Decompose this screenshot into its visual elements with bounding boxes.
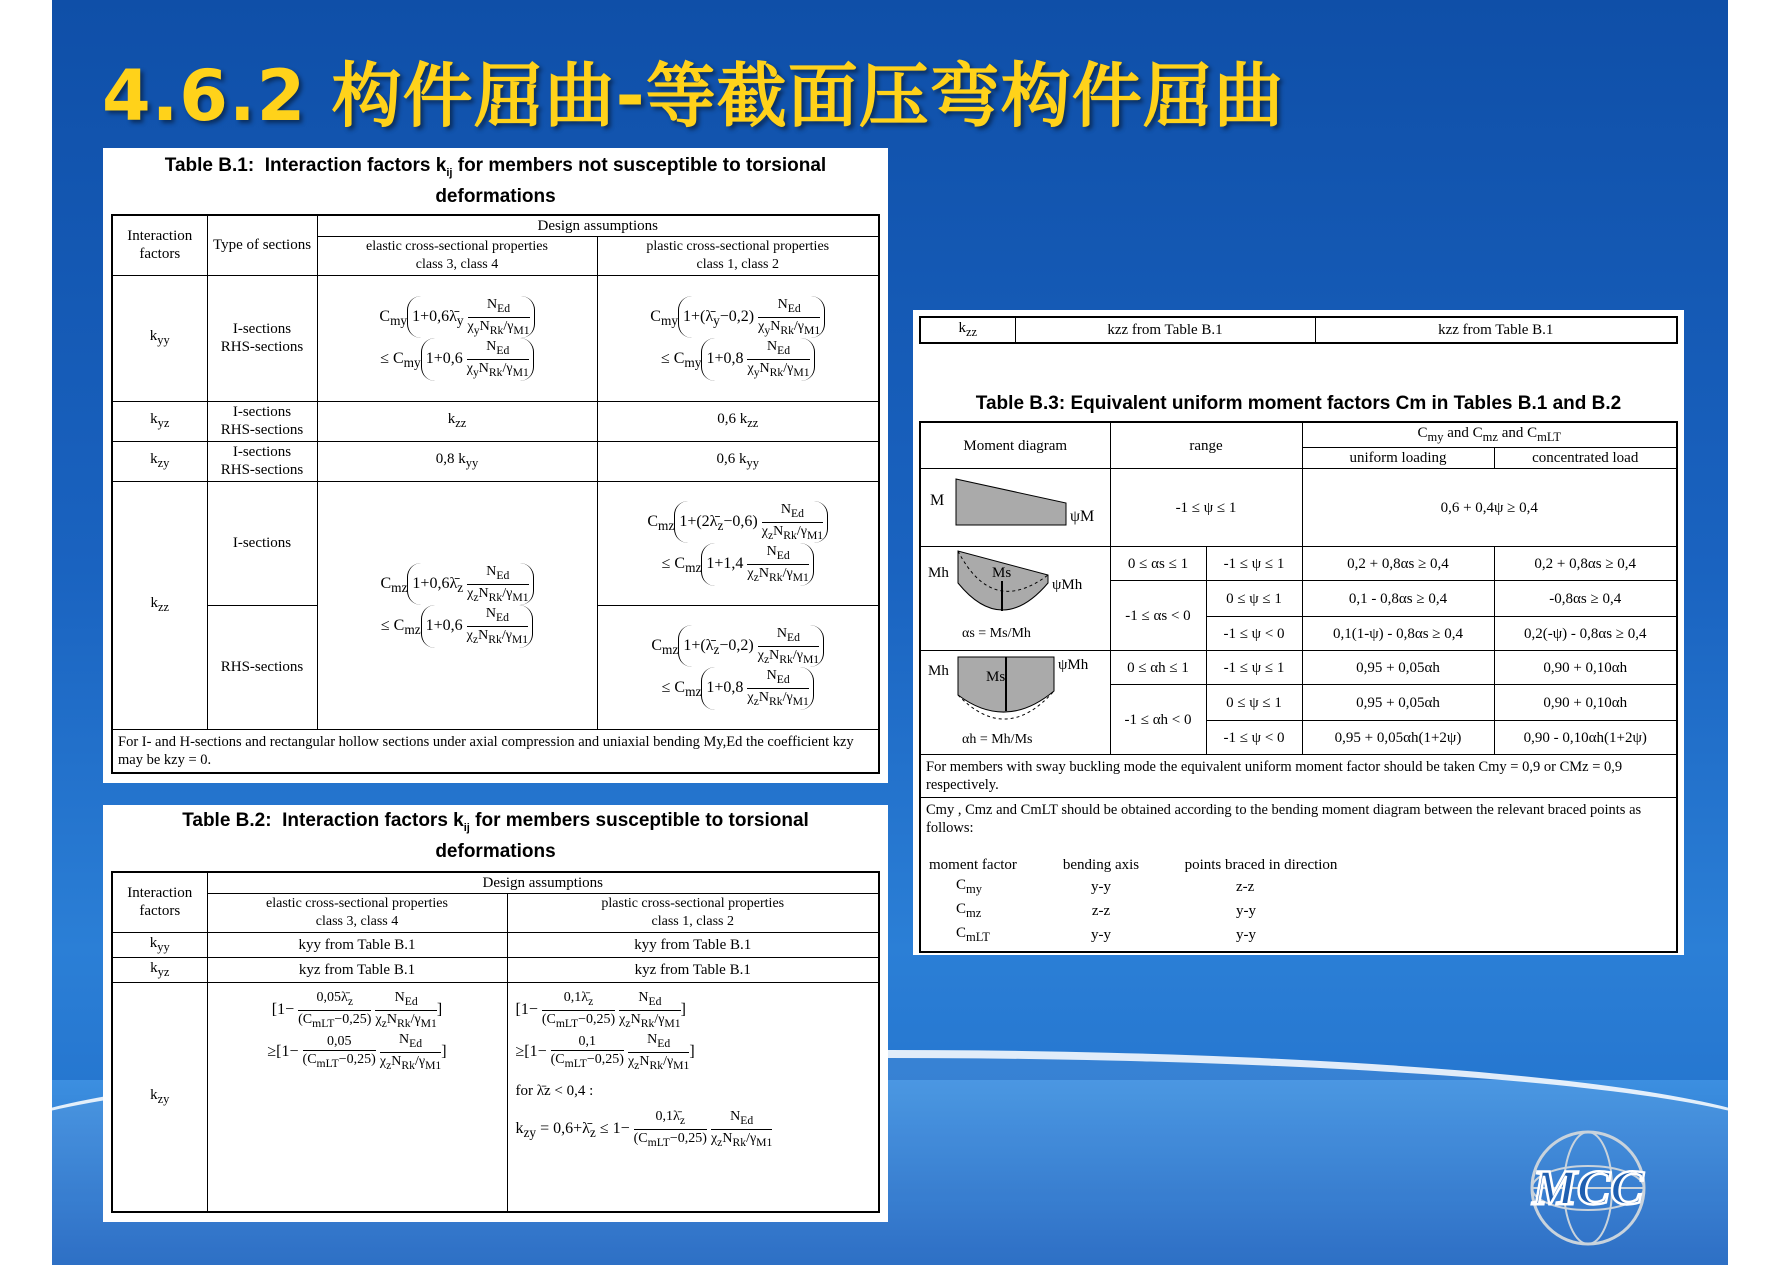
svg-text:Mh: Mh xyxy=(928,663,950,679)
mcc-logo xyxy=(1508,1128,1668,1248)
row-kzz-elastic: $C_{mz}$ $1+0,6\lambdā_z$ $N_{Ed}$ $\chi_zN_{Rk}/\gamma_{M1}$ ≤ $C_{mz}$ 1+0,6 $N_{Ed}$ $\chi_zN_{Rk}/\gamma_{M1}$ xyxy=(317,481,597,729)
b3-row3-concentrated: -0,8αs ≥ 0,4 xyxy=(1494,581,1677,617)
table-b3-panel xyxy=(913,310,1684,955)
table-b3 xyxy=(919,421,1678,953)
b3-th-uniform: uniform loading xyxy=(1302,448,1494,469)
row-kyz-elastic: $k_{zz}$ xyxy=(317,401,597,441)
b2-row-kyy-elastic: kyy from Table B.1 xyxy=(207,932,507,957)
b3-top-factor: $k_{zz}$ xyxy=(920,317,1015,343)
b2-row-kyz-elastic: kyz from Table B.1 xyxy=(207,957,507,982)
logo-text: MCC xyxy=(1532,1159,1644,1215)
table-b2-panel xyxy=(103,805,888,1222)
table-b1-note: For I- and H-sections and rectangular hollow sections under axial compression and uniaxial bending My,Ed the coefficient kzy may be kzy = 0. xyxy=(112,729,879,773)
svg-text:ψM: ψM xyxy=(1070,508,1095,525)
row-kzz-plastic-rhs: $C_{mz}$ $1+(\lambdā_z-0,2)$ $N_{Ed}$ $\chi_zN_{Rk}/\gamma_{M1}$ ≤ $C_{mz}$ 1+0,8 $N_{Ed}$ $\chi_zN_{Rk}/\gamma_{M1}$ xyxy=(597,605,879,729)
b3-row5-uniform: 0,95 + 0,05αh xyxy=(1302,651,1494,685)
row-kzz-type-i: I-sections xyxy=(207,481,317,605)
b3-row5-concentrated: 0,90 + 0,10αh xyxy=(1494,651,1677,685)
b3-row3-alpha: -1 ≤ αs < 0 xyxy=(1110,581,1206,651)
b3-note-braced xyxy=(920,798,1677,953)
braced-r2-factor: $C_{mz}$ xyxy=(956,901,982,920)
b3-th-cm: $C_{my}$ and $C_{mz}$ and $C_{mLT}$ xyxy=(1302,422,1677,448)
th-type-of-sections: Type of sections xyxy=(207,215,317,276)
braced-r3-axis: y-y xyxy=(1091,927,1111,943)
b2-th-design-assumptions: Design assumptions xyxy=(207,872,879,894)
b3-diagram-linear xyxy=(920,469,1110,547)
row-kyy-factor: $k_{yy}$ xyxy=(112,275,207,401)
svg-text:ψMh: ψMh xyxy=(1058,657,1089,673)
b2-row-kzy-factor: $k_{zy}$ xyxy=(112,982,207,1212)
b2-row-kyz-factor: $k_{yz}$ xyxy=(112,957,207,982)
parabolic-moment-diagram-s xyxy=(922,547,1108,645)
b3-diagram-parabolic-s xyxy=(920,547,1110,651)
braced-h1: moment factor xyxy=(929,857,1017,873)
b3-row1-range: -1 ≤ ψ ≤ 1 xyxy=(1110,469,1302,547)
table-b2 xyxy=(111,871,880,1214)
svg-text:αh = Mh/Ms: αh = Mh/Ms xyxy=(962,732,1033,747)
row-kzz-factor: $k_{zz}$ xyxy=(112,481,207,729)
b2-th-interaction-factors: Interaction factors xyxy=(112,872,207,933)
b3-row3-psi: 0 ≤ ψ ≤ 1 xyxy=(1206,581,1302,617)
braced-r3-factor: $C_{mLT}$ xyxy=(956,925,990,944)
b3-braced-table xyxy=(926,855,1366,947)
b3-row2-uniform: 0,2 + 0,8αs ≥ 0,4 xyxy=(1302,547,1494,581)
b3-row6-uniform: 0,95 + 0,05αh xyxy=(1302,685,1494,721)
th-plastic: plastic cross-sectional properties class 1, class 2 xyxy=(597,236,879,275)
b3-row4-concentrated: 0,2(-ψ) - 0,8αs ≥ 0,4 xyxy=(1494,617,1677,651)
braced-r1-dir: z-z xyxy=(1236,879,1255,895)
b3-row2-psi: -1 ≤ ψ ≤ 1 xyxy=(1206,547,1302,581)
b3-row6-psi: 0 ≤ ψ ≤ 1 xyxy=(1206,685,1302,721)
braced-h3: points braced in direction xyxy=(1184,857,1338,873)
b2-kzy-condition: for λ̄z < 0,4 : xyxy=(515,1082,594,1099)
b3-note-sway: For members with sway buckling mode the equivalent uniform moment factor should be taken Cmy = 0,9 or CMz = 0,9 respectively. xyxy=(920,755,1677,798)
b3-row5-psi: -1 ≤ ψ ≤ 1 xyxy=(1206,651,1302,685)
braced-r1-axis: y-y xyxy=(1091,879,1111,895)
table-b1-title: Table B.1: Interaction factors $k_{ij}$ for members not susceptible to torsional deformations xyxy=(164,155,827,207)
b2-row-kzy-elastic: [1− $0,05\lambdā_z$ $(C_{mLT}-0,25)$ $N_{Ed}$ $\chi_zN_{Rk}/\gamma_{M1}$ ] ≥[1− 0,05 $(C_{mLT}-0,25)$ $N_{Ed}$ $\chi_zN_{Rk}/\gamma_{M1}$ ] xyxy=(207,982,507,1212)
b3-row7-psi: -1 ≤ ψ < 0 xyxy=(1206,721,1302,755)
th-elastic: elastic cross-sectional properties class 3, class 4 xyxy=(317,236,597,275)
b3-row4-uniform: 0,1(1-ψ) - 0,8αs ≥ 0,4 xyxy=(1302,617,1494,651)
row-kzy-plastic: 0,6 $k_{yy}$ xyxy=(597,441,879,481)
b2-row-kzy-plastic: [1− $0,1\lambdā_z$ $(C_{mLT}-0,25)$ $N_{Ed}$ $\chi_zN_{Rk}/\gamma_{M1}$ ] ≥[1− 0,1 $(C_{mLT}-0,25)$ $N_{Ed}$ $\chi_zN_{Rk}/\gamma_{M1}$ ] for λ̄z < 0,4 : $k_{zy}$ = $0,6+\lambdā_z \le 1-$ $0,1\lambdā_z$ $(C_{mLT}-0,25)$ $N_{Ed}$ $\chi_zN_{Rk}/\gamma_{M1}$ xyxy=(507,982,879,1212)
braced-h2: bending axis xyxy=(1062,857,1140,873)
table-b1 xyxy=(111,214,880,774)
row-kyz-type: I-sections RHS-sections xyxy=(207,401,317,441)
b2-row-kyz-plastic: kyz from Table B.1 xyxy=(507,957,879,982)
svg-text:Ms: Ms xyxy=(986,669,1006,685)
braced-r2-dir: y-y xyxy=(1236,903,1256,919)
b3-note-braced-text: Cmy , Cmz and CmLT should be obtained according to the bending moment diagram between the relevant braced points as follows: xyxy=(926,802,1642,836)
svg-text:αs = Ms/Mh: αs = Ms/Mh xyxy=(962,626,1032,641)
row-kyy-type: I-sections RHS-sections xyxy=(207,275,317,401)
b2-th-plastic: plastic cross-sectional properties class 1, class 2 xyxy=(507,893,879,932)
b3-row2-alpha: 0 ≤ αs ≤ 1 xyxy=(1110,547,1206,581)
svg-text:Mh: Mh xyxy=(928,565,950,581)
row-kyz-factor: $k_{yz}$ xyxy=(112,401,207,441)
th-design-assumptions: Design assumptions xyxy=(317,215,879,237)
b3-th-moment-diagram: Moment diagram xyxy=(920,422,1110,469)
b3-th-range: range xyxy=(1110,422,1302,469)
th-interaction-factors: Interaction factors xyxy=(112,215,207,276)
table-b3-title: Table B.3: Equivalent uniform moment factors Cm in Tables B.1 and B.2 xyxy=(975,393,1622,414)
b3-row7-uniform: 0,95 + 0,05αh(1+2ψ) xyxy=(1302,721,1494,755)
linear-moment-diagram xyxy=(922,469,1108,541)
b3-top-plastic: kzz from Table B.1 xyxy=(1315,317,1677,343)
braced-r2-axis: z-z xyxy=(1091,903,1111,919)
b3-row1-value: 0,6 + 0,4ψ ≥ 0,4 xyxy=(1302,469,1677,547)
row-kzy-type: I-sections RHS-sections xyxy=(207,441,317,481)
b3-top-elastic: kzz from Table B.1 xyxy=(1015,317,1315,343)
b3-row6-concentrated: 0,90 + 0,10αh xyxy=(1494,685,1677,721)
table-b2-title: Table B.2: Interaction factors $k_{ij}$ for members susceptible to torsional deformations xyxy=(182,810,809,862)
b3-row2-concentrated: 0,2 + 0,8αs ≥ 0,4 xyxy=(1494,547,1677,581)
table-b2-continuation xyxy=(919,316,1678,344)
row-kzz-type-rhs: RHS-sections xyxy=(207,605,317,729)
b3-row6-alpha: -1 ≤ αh < 0 xyxy=(1110,685,1206,755)
svg-text:Ms: Ms xyxy=(992,565,1012,581)
b2-th-elastic: elastic cross-sectional properties class 3, class 4 xyxy=(207,893,507,932)
b3-row4-psi: -1 ≤ ψ < 0 xyxy=(1206,617,1302,651)
b2-row-kyy-plastic: kyy from Table B.1 xyxy=(507,932,879,957)
row-kyz-plastic: 0,6 $k_{zz}$ xyxy=(597,401,879,441)
braced-r3-dir: y-y xyxy=(1236,927,1256,943)
row-kzy-elastic: 0,8 $k_{yy}$ xyxy=(317,441,597,481)
table-b1-panel xyxy=(103,148,888,783)
b2-row-kyy-factor: $k_{yy}$ xyxy=(112,932,207,957)
b3-diagram-parabolic-h xyxy=(920,651,1110,755)
braced-r1-factor: $C_{my}$ xyxy=(956,877,982,896)
row-kzy-factor: $k_{zy}$ xyxy=(112,441,207,481)
svg-text:M: M xyxy=(930,492,945,509)
b3-row3-uniform: 0,1 - 0,8αs ≥ 0,4 xyxy=(1302,581,1494,617)
parabolic-moment-diagram-h xyxy=(922,651,1108,749)
row-kyy-plastic: $C_{my}$ $1+(\lambdā_y-0,2)$ $N_{Ed}$ $\chi_yN_{Rk}/\gamma_{M1}$ ≤ $C_{my}$ 1+0,8 $N_{Ed}$ $\chi_yN_{Rk}/\gamma_{M1}$ xyxy=(597,275,879,401)
svg-text:ψMh: ψMh xyxy=(1052,577,1083,593)
row-kzz-plastic-i: $C_{mz}$ $1+(2\lambdā_z-0,6)$ $N_{Ed}$ $\chi_zN_{Rk}/\gamma_{M1}$ ≤ $C_{mz}$ 1+1,4 $N_{Ed}$ $\chi_zN_{Rk}/\gamma_{M1}$ xyxy=(597,481,879,605)
b3-row5-alpha: 0 ≤ αh ≤ 1 xyxy=(1110,651,1206,685)
slide-title: 4.6.2 构件屈曲-等截面压弯构件屈曲 xyxy=(102,55,1285,137)
b3-row7-concentrated: 0,90 - 0,10αh(1+2ψ) xyxy=(1494,721,1677,755)
b3-th-concentrated: concentrated load xyxy=(1494,448,1677,469)
row-kyy-elastic: $C_{my}$ $1+0,6\lambdā_y$ $N_{Ed}$ $\chi_yN_{Rk}/\gamma_{M1}$ ≤ $C_{my}$ 1+0,6 $N_{Ed}$ $\chi_yN_{Rk}/\gamma_{M1}$ xyxy=(317,275,597,401)
